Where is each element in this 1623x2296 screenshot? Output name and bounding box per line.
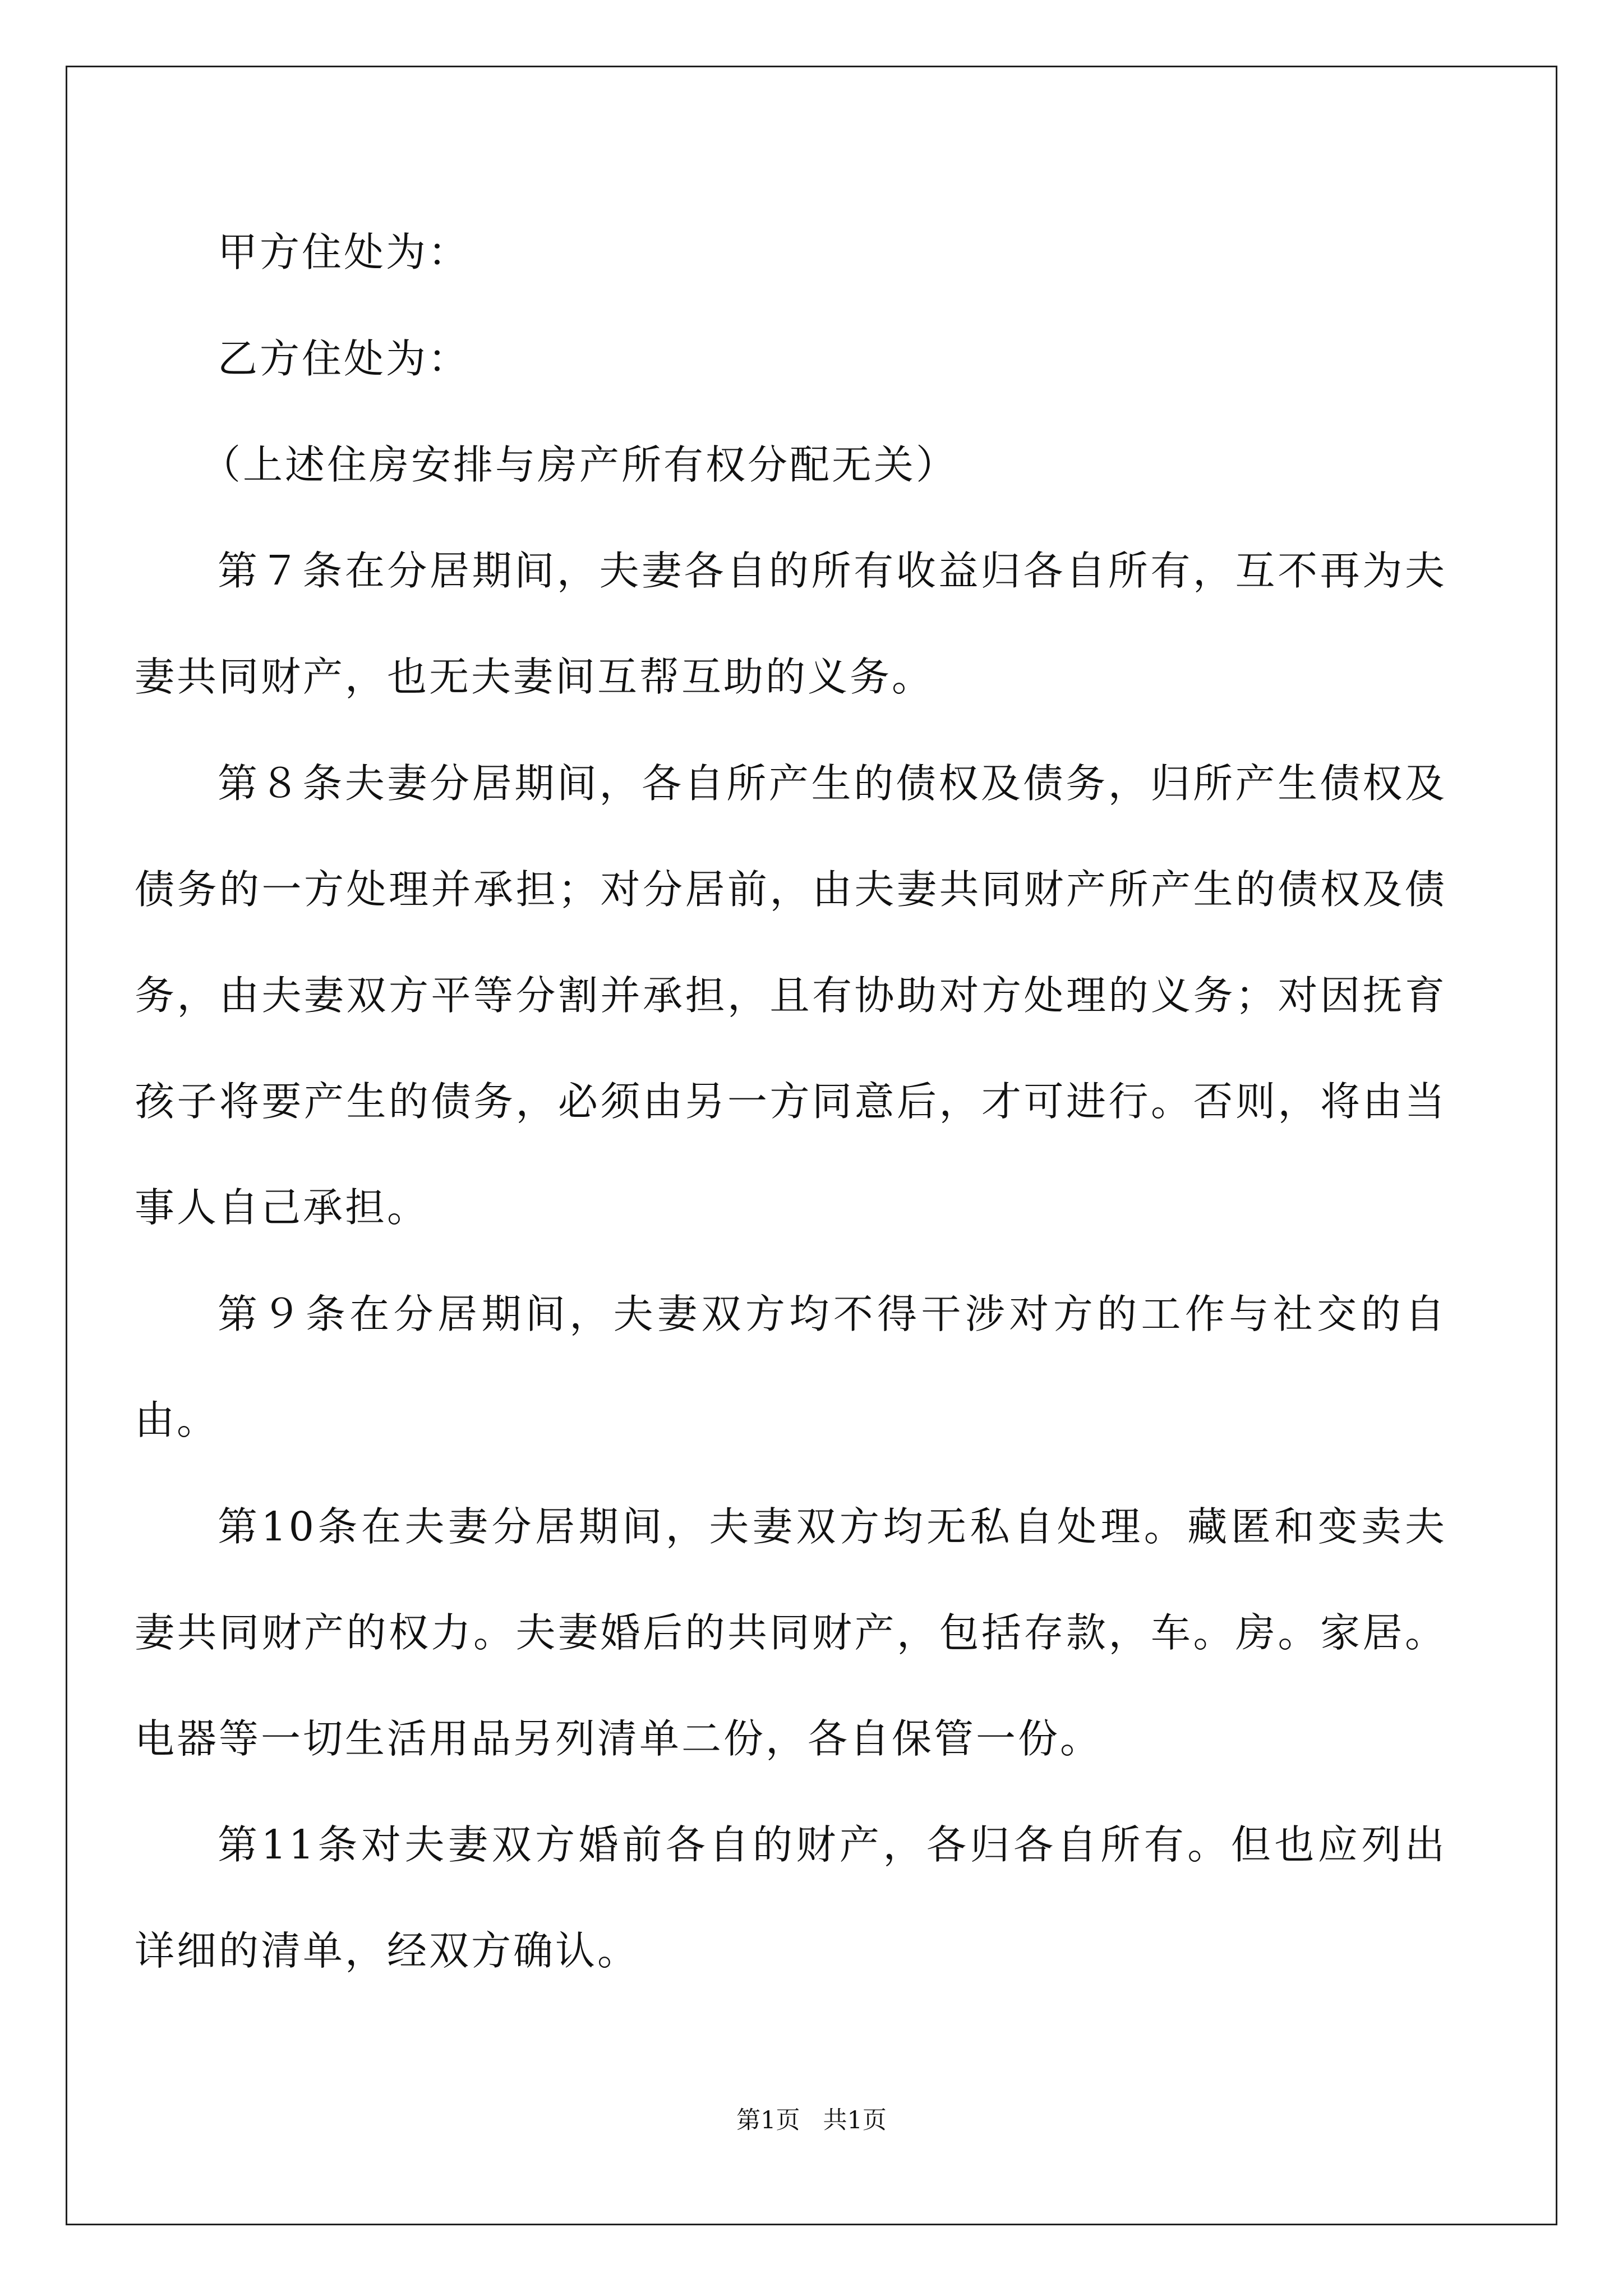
paragraph-article-10: 第10条在夫妻分居期间，夫妻双方均无私自处理。藏匿和变卖夫妻共同财产的权力。夫妻婚后的共同财产，包括存款，车。房。家居。电器等一切生活用品另列清单二份，各自保管一份。 <box>135 1503 1447 1762</box>
page-footer <box>0 2104 1623 2137</box>
paragraph-article-11: 第11条对夫妻双方婚前各自的财产，各归各自所有。但也应列出详细的清单，经双方确认。 <box>135 1821 1447 1974</box>
document-body <box>135 0 1447 1997</box>
paragraph-article-9: 第９条在分居期间，夫妻双方均不得干涉对方的工作与社交的自由。 <box>135 1291 1447 1443</box>
paragraph-housing-note: （上述住房安排与房产所有权分配无关） <box>201 441 958 488</box>
paragraph-party-a-residence: 甲方住处为： <box>218 229 471 275</box>
page-number: 第1页 共1页 <box>736 2106 887 2134</box>
paragraph-article-8: 第８条夫妻分居期间，各自所产生的债权及债务，归所产生债权及债务的一方处理并承担；对分居前，由夫妻共同财产所产生的债权及债务，由夫妻双方平等分割并承担，且有协助对方处理的义务；对因抚育孩子将要产生的债务，必须由另一方同意后，才可进行。否则，将由当事人自己承担。 <box>135 760 1447 1231</box>
paragraph-party-b-residence: 乙方住处为： <box>218 335 471 382</box>
paragraph-article-7: 第７条在分居期间，夫妻各自的所有收益归各自所有，互不再为夫妻共同财产，也无夫妻间互帮互助的义务。 <box>135 547 1447 700</box>
